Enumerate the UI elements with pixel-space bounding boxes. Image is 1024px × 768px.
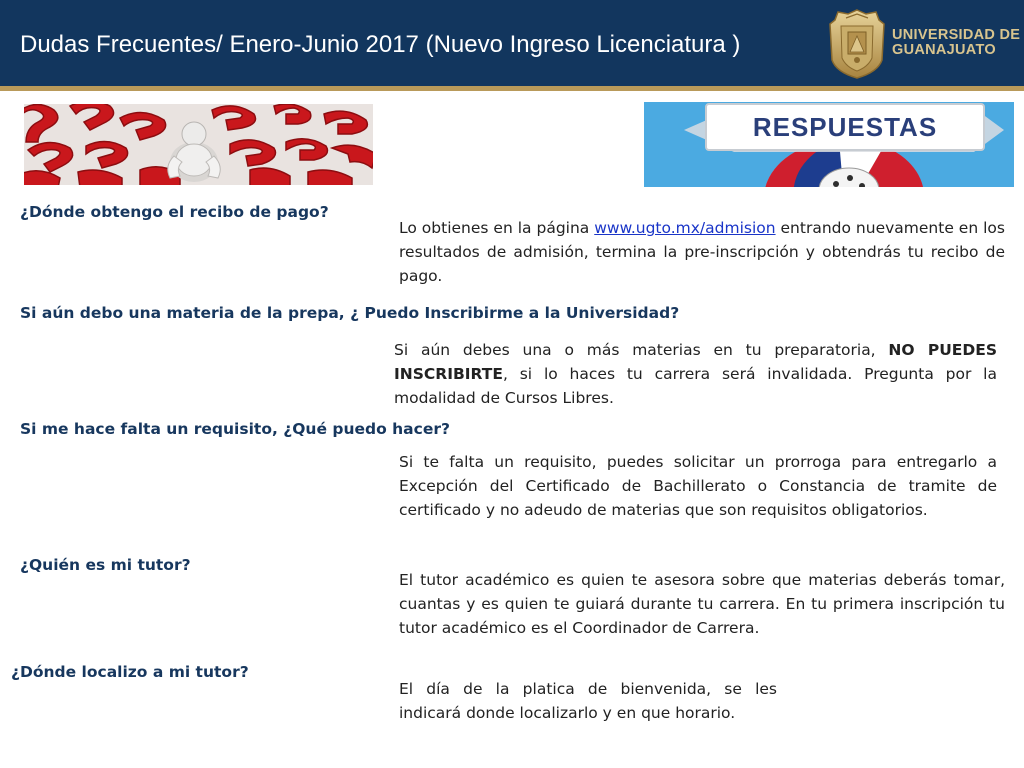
question-marks-image [24,104,373,185]
university-name-line2: GUANAJUATO [892,42,996,58]
faq-question-5: ¿Dónde localizo a mi tutor? [11,663,249,681]
university-name [892,28,1020,58]
faq-answer-4: El tutor académico es quien te asesora sobre que materias deberás tomar, cuantas y es quien te guiará durante tu carrera. En tu primera inscripción tu tutor académico es el Coordinador de Carrera. [399,571,1005,637]
faq-answer-2-emphasis: NO PUEDES INSCRIBIRTE [394,341,997,383]
answers-banner-image [644,102,1014,187]
university-crest-icon [826,8,888,80]
faq-answer-2-text-start: Si aún debes una o más materias en tu preparatoria, [394,341,889,359]
admision-link[interactable]: www.ugto.mx/admision [594,219,776,237]
faq-answer-1-text-start: Lo obtienes en la página [399,219,595,237]
faq-answer-1-text-end: entrando nuevamente en los resultados de admisión, termina la pre-inscripción y obtendrás tu recibo de pago. [399,219,1005,285]
faq-answer-1 [399,216,1005,288]
page-title: Dudas Frecuentes/ Enero-Junio 2017 (Nuevo Ingreso Licenciatura ) [20,31,741,58]
faq-question-4: ¿Quién es mi tutor? [20,556,191,574]
faq-question-2: Si aún debo una materia de la prepa, ¿ Puedo Inscribirme a la Universidad? [20,304,680,322]
header-divider [0,86,1024,91]
faq-question-3: Si me hace falta un requisito, ¿Qué puedo hacer? [20,420,450,438]
university-name-line1: UNIVERSIDAD DE [892,27,1021,43]
faq-answer-5: El día de la platica de bienvenida, se les indicará donde localizarlo y en que horario. [399,680,777,722]
faq-answer-2-text-end: , si lo haces tu carrera será invalidada. Pregunta por la modalidad de Cursos Libres. [394,365,997,407]
faq-question-1: ¿Dónde obtengo el recibo de pago? [20,203,329,221]
faq-answer-2 [394,338,997,410]
answers-banner-label: RESPUESTAS [752,112,938,142]
faq-answer-3: Si te falta un requisito, puedes solicitar un prorroga para entregarlo a Excepción del Certificado de Bachillerato o Constancia de tramite de certificado y no adeudo de materias que son requisitos obligatorios. [399,453,997,519]
